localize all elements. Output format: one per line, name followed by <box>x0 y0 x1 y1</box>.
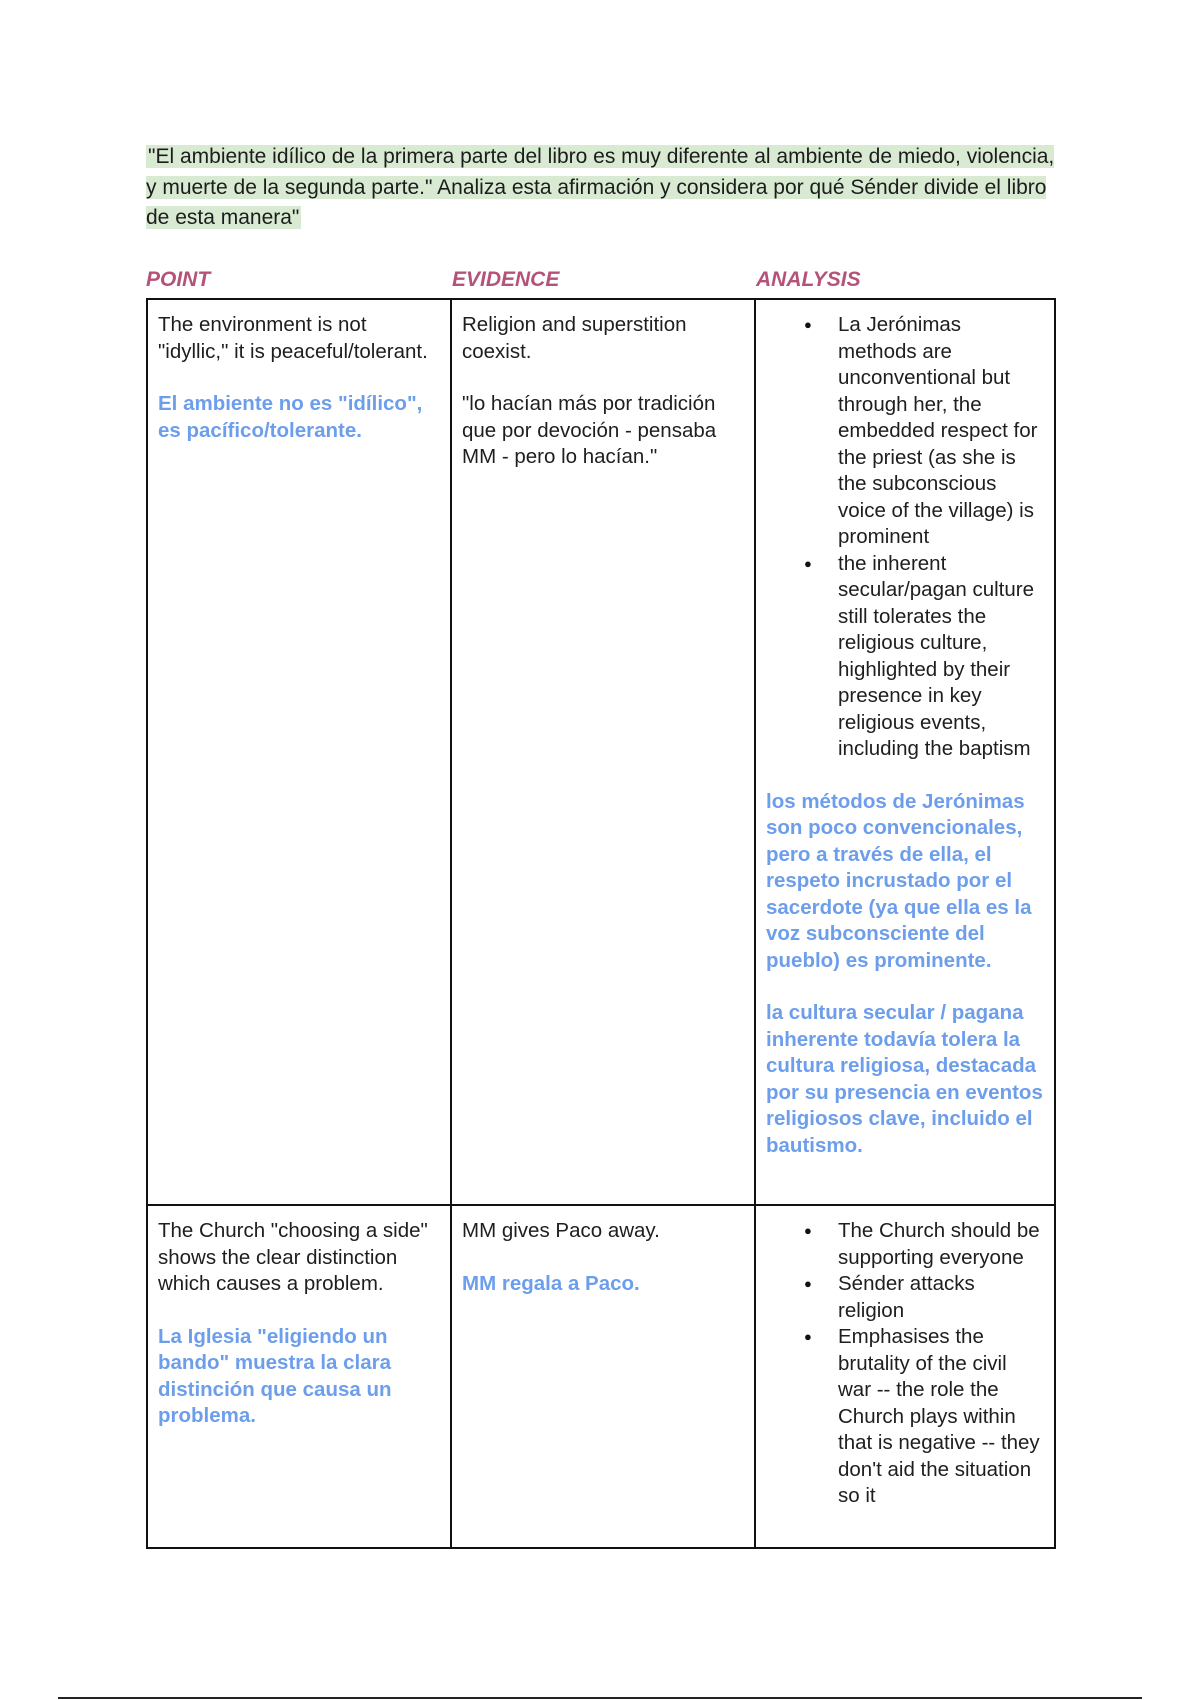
analysis-bullet-list <box>766 1218 1044 1510</box>
column-headers <box>146 268 1052 296</box>
header-analysis: ANALYSIS <box>756 268 861 291</box>
header-point: POINT <box>146 268 211 291</box>
evidence-text-es: MM regala a Paco. <box>462 1271 640 1295</box>
point-cell <box>147 299 451 1205</box>
analysis-es-paragraph: los métodos de Jerónimas son poco convencionales, pero a través de ella, el respeto incrustado por el sacerdote (ya que ella es la voz subconsciente del pueblo) es prominente. <box>766 789 1032 972</box>
page-bottom-rule <box>58 1697 1142 1699</box>
point-text-es: La Iglesia "eligiendo un bando" muestra la clara distinción que causa un problema. <box>158 1324 392 1427</box>
evidence-text: Religion and superstition coexist. <box>462 313 687 363</box>
table-row <box>147 1205 1055 1548</box>
analysis-cell <box>755 299 1055 1205</box>
analysis-translation <box>766 789 1044 1160</box>
analysis-cell <box>755 1205 1055 1548</box>
table-row <box>147 299 1055 1205</box>
bullet-item: ● the inherent secular/pagan culture still tolerates the religious culture, highlighted by their presence in key religious events, including the baptism <box>766 551 1044 763</box>
analysis-table <box>146 298 1056 1549</box>
point-cell <box>147 1205 451 1548</box>
essay-prompt <box>146 142 1056 234</box>
evidence-cell <box>451 1205 755 1548</box>
point-text-en: The environment is not "idyllic," it is peaceful/tolerant. <box>158 313 428 363</box>
point-text-es: El ambiente no es "idílico", es pacífico/tolerante. <box>158 392 423 442</box>
point-text-en: The Church "choosing a side" shows the clear distinction which causes a problem. <box>158 1219 428 1295</box>
evidence-text: MM gives Paco away. <box>462 1219 660 1242</box>
analysis-bullet-list <box>766 312 1044 763</box>
prompt-highlight: "El ambiente idílico de la primera parte del libro es muy diferente al ambiente de miedo, violencia, y muerte de la segunda parte." Analiza esta afirmación y considera por qué Sénder divide el libro de esta manera" <box>146 145 1055 229</box>
bullet-item: ● Emphasises the brutality of the civil war -- the role the Church plays within that is negative -- they don't aid the situation so it <box>766 1324 1044 1510</box>
bullet-item: ● La Jerónimas methods are unconventional but through her, the embedded respect for the priest (as she is the subconscious voice of the village) is prominent <box>766 312 1044 551</box>
analysis-es-paragraph: la cultura secular / pagana inherente todavía tolera la cultura religiosa, destacada por su presencia en eventos religiosos clave, incluido el bautismo. <box>766 1001 1043 1157</box>
evidence-quote: "lo hacían más por tradición que por devoción - pensaba MM - pero lo hacían." <box>462 392 717 468</box>
header-evidence: EVIDENCE <box>452 268 560 291</box>
bullet-item: ● The Church should be supporting everyone <box>766 1218 1044 1271</box>
bullet-item: ● Sénder attacks religion <box>766 1271 1044 1324</box>
evidence-cell <box>451 299 755 1205</box>
